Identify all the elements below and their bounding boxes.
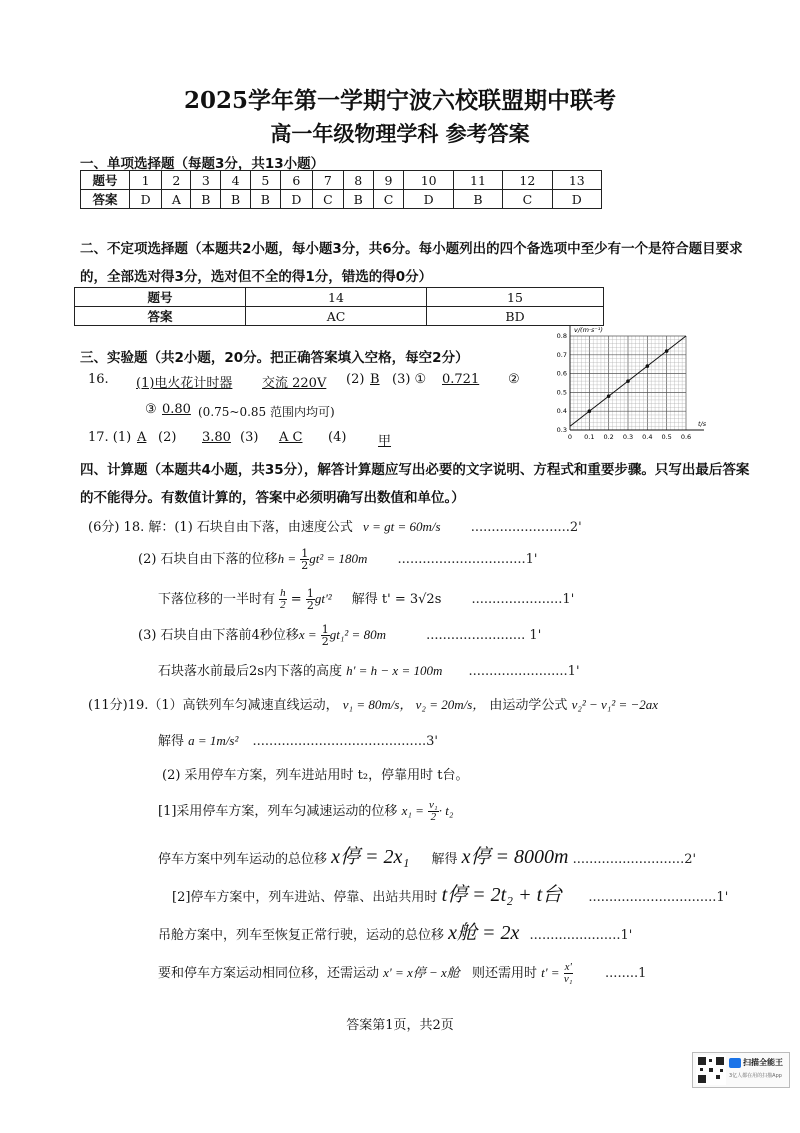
question-number: 14 <box>246 288 427 307</box>
q16-part-3c: ③ <box>145 402 157 417</box>
question-number: 11 <box>453 171 502 190</box>
numerator: 1 <box>321 623 329 636</box>
denominator: v₁ <box>563 973 573 985</box>
numerator: 1 <box>306 587 314 600</box>
question-number: 12 <box>503 171 552 190</box>
q19-text: 则还需用时 <box>471 966 537 981</box>
numerator: x' <box>564 961 572 973</box>
q17-answer-3: A C <box>279 430 303 445</box>
q16-answer-5-note: (0.75~0.85 范围内均可) <box>198 405 335 419</box>
x-axis-label: t/s <box>698 420 707 428</box>
equals-sign: = <box>290 592 302 607</box>
q18-symbol: h = <box>277 551 297 566</box>
q19-line-1 <box>88 694 658 713</box>
denominator: 2 <box>321 635 329 648</box>
scanner-subtext: 3亿人都在用的扫描App <box>729 1073 782 1079</box>
q18-score: ........................1' <box>468 664 580 679</box>
section-2-heading-2: 的，全部选对得3分，选对但不全的得1分，错选的得0分） <box>80 269 433 285</box>
q18-line-2 <box>138 548 538 571</box>
question-number: 13 <box>552 171 601 190</box>
q19-line-2 <box>158 730 438 749</box>
question-number: 2 <box>162 171 191 190</box>
question-number: 5 <box>250 171 280 190</box>
q19-equation: v₂² − v₁² = −2ax <box>571 697 659 712</box>
row-label-answer: 答案 <box>81 190 130 209</box>
q19-score: ...........................2' <box>572 852 697 867</box>
y-tick-label: 0.4 <box>556 407 567 416</box>
q18-score: ........................ 1' <box>426 628 542 643</box>
q18-score: ...............................1' <box>397 552 538 567</box>
q16-part-3b: ② <box>508 372 520 387</box>
q19-line-7 <box>158 916 632 945</box>
question-number: 10 <box>404 171 453 190</box>
section-4-heading-1: 四、计算题（本题共4小题，共35分），解答计算题应写出必要的文字说明、方程式和重要步骤。只写出最后答案 <box>80 462 750 478</box>
q19-equation: t停 = 2t₂ + t台 <box>441 884 563 906</box>
q19-text: 由运动学公式 <box>489 698 568 713</box>
y-tick-label: 0.7 <box>556 350 567 359</box>
fraction <box>279 588 287 611</box>
section-3-heading: 三、实验题（共2小题，20分。把正确答案填入空格，每空2分） <box>80 350 469 366</box>
numerator: v₁ <box>429 799 438 811</box>
q18-symbol: x = <box>298 627 317 642</box>
q18-equation: gt₁² = 80m <box>329 627 386 642</box>
single-choice-table <box>80 170 602 209</box>
section-2-heading-1: 二、不定项选择题（本题共2小题，每小题3分，共6分。每小题列出的四个备选项中至少有一个是符合题目要求 <box>80 241 743 257</box>
q18-text: 下落位移的一半时有 <box>158 592 276 607</box>
numerator: h <box>280 587 286 599</box>
question-number: 15 <box>427 288 604 307</box>
question-number: 9 <box>373 171 404 190</box>
q19-line-8 <box>158 962 646 985</box>
q17-answer-1: A <box>137 430 147 445</box>
x-tick-label: 0 <box>567 433 573 441</box>
answer-cell: BD <box>427 307 604 326</box>
question-number: 6 <box>280 171 312 190</box>
q19-line-6 <box>172 878 728 907</box>
q16-part-3: (3) ① <box>392 372 427 387</box>
q17-number: 17. (1) <box>88 430 132 445</box>
answer-cell: B <box>191 190 221 209</box>
answer-cell: C <box>373 190 404 209</box>
denominator: 2 <box>430 811 437 823</box>
section-4-heading-2: 的不能得分。有数值计算的，答案中必须明确写出数值和单位。） <box>80 490 465 506</box>
q18-text: 石块落水前最后2s内下落的高度 <box>158 664 342 679</box>
q19-score: ........1 <box>605 966 647 981</box>
data-point <box>607 394 611 398</box>
q19-equation: v₁ = 80m/s， v₂ = 20m/s， <box>342 697 486 712</box>
q17-part-4: (4) <box>328 430 347 445</box>
q19-equation: x舱 = 2x <box>448 922 520 944</box>
answer-cell: C <box>312 190 343 209</box>
q19-equation: · t₂ <box>438 803 454 818</box>
y-tick-label: 0.5 <box>556 388 567 397</box>
q18-line-3 <box>158 588 574 611</box>
q16-answer-1: (1)电火花计时器 <box>136 376 233 391</box>
q19-text: 解得 <box>158 734 185 749</box>
page-title: 2025学年第一学期宁波六校联盟期中联考 <box>183 87 616 114</box>
fraction <box>321 624 330 647</box>
q19-line-3: (2) 采用停车方案，列车进站用时 t₂，停靠用时 t台。 <box>162 768 469 783</box>
x-tick-label: 0.6 <box>680 433 692 441</box>
y-tick-label: 0.6 <box>556 369 567 378</box>
answer-cell: A <box>162 190 191 209</box>
q17-answer-4: 甲 <box>378 434 392 449</box>
x-tick-label: 0.1 <box>584 433 595 441</box>
denominator: 2 <box>306 599 314 612</box>
fraction <box>300 548 309 571</box>
qr-code-icon <box>696 1055 726 1085</box>
q16-answer-2: 交流 220V <box>262 376 327 391</box>
question-number: 8 <box>343 171 373 190</box>
page-footer: 答案第1页，共2页 <box>346 1018 454 1033</box>
scanner-label: 扫描全能王 <box>743 1058 783 1067</box>
x-tick-label: 0.4 <box>642 433 653 441</box>
q18-text: (2) 石块自由下落的位移 <box>138 552 278 567</box>
answer-cell: D <box>404 190 453 209</box>
fraction <box>428 800 439 823</box>
q18-text: (3) 石块自由下落前4秒位移 <box>138 628 299 643</box>
q18-score: ......................1' <box>471 592 575 607</box>
q19-equation: x停 = 8000m <box>461 846 569 868</box>
q19-text: 停车方案中列车运动的总位移 <box>158 852 328 867</box>
q19-equation: a = 1m/s² <box>188 733 239 748</box>
page-subtitle: 高一年级物理学科 参考答案 <box>270 121 530 146</box>
answer-cell: B <box>453 190 502 209</box>
q16-number: 16. <box>88 372 109 387</box>
question-number: 3 <box>191 171 221 190</box>
q19-text: (11分)19.（1）高铁列车匀减速直线运动， <box>88 698 339 713</box>
answer-cell: B <box>221 190 251 209</box>
answer-cell: D <box>130 190 162 209</box>
numerator: 1 <box>301 547 309 560</box>
q16-answer-4: 0.721 <box>442 372 480 387</box>
section-1-heading: 一、单项选择题（每题3分，共13小题） <box>80 156 325 172</box>
denominator: 2 <box>301 559 309 572</box>
q17-part-3: (3) <box>240 430 259 445</box>
question-number: 1 <box>130 171 162 190</box>
y-axis-label: v/(m·s⁻¹) <box>574 326 603 334</box>
fraction <box>564 962 573 985</box>
y-tick-label: 0.3 <box>556 426 567 434</box>
q19-symbol: t' = <box>541 965 560 980</box>
q19-text: 要和停车方案运动相同位移，还需运动 <box>158 966 380 981</box>
q18-line-1 <box>88 516 582 535</box>
q19-text: 吊舱方案中，列车至恢复正常行驶，运动的总位移 <box>158 928 445 943</box>
velocity-time-graph <box>548 322 718 446</box>
q19-text: [1]采用停车方案，列车匀减速运动的位移 <box>158 804 398 819</box>
scanner-watermark <box>692 1052 790 1088</box>
q18-line-4 <box>138 624 541 647</box>
q18-text: (6分) 18. 解：(1) 石块自由下落，由速度公式 <box>88 520 353 535</box>
q17-part-2: (2) <box>158 430 177 445</box>
row-label-answer: 答案 <box>75 307 246 326</box>
data-point <box>665 349 669 353</box>
q19-equation: x' = x停 − x舱 <box>383 965 460 980</box>
data-point <box>646 364 650 368</box>
q18-equation: gt² = 180m <box>309 551 368 566</box>
multi-choice-table <box>74 287 604 326</box>
q18-line-5 <box>158 660 580 679</box>
cs-logo-icon <box>729 1058 741 1068</box>
q19-score: ......................1' <box>529 928 633 943</box>
x-tick-label: 0.5 <box>661 433 672 441</box>
answer-cell: D <box>552 190 601 209</box>
question-number: 4 <box>221 171 251 190</box>
q17-answer-2: 3.80 <box>202 430 231 445</box>
row-label-number: 题号 <box>75 288 246 307</box>
q19-line-5 <box>158 840 696 869</box>
q19-equation: x停 = 2x₁ <box>331 846 410 868</box>
q18-equation: h' = h − x = 100m <box>346 663 443 678</box>
x-tick-label: 0.3 <box>622 433 634 441</box>
y-tick-label: 0.8 <box>556 332 567 340</box>
answer-cell: AC <box>246 307 427 326</box>
question-number: 7 <box>312 171 343 190</box>
answer-cell: B <box>250 190 280 209</box>
fraction <box>306 588 315 611</box>
q18-equation: v = gt = 60m/s <box>363 519 441 534</box>
q16-answer-5: 0.80 <box>162 402 191 417</box>
answer-cell: B <box>343 190 373 209</box>
denominator: 2 <box>280 599 286 611</box>
q19-score: ...............................1' <box>588 890 729 905</box>
data-point <box>626 379 630 383</box>
q19-text: 解得 <box>431 852 458 867</box>
q18-score: ........................2' <box>470 520 582 535</box>
row-label-number: 题号 <box>81 171 130 190</box>
q16-part-2: (2) <box>346 372 365 387</box>
q19-text: [2]停车方案中，列车进站、停靠、出站共用时 <box>172 890 438 905</box>
x-tick-label: 0.2 <box>603 433 614 441</box>
q19-score: ..........................................3' <box>252 734 438 749</box>
q18-equation: gt'² <box>314 591 332 606</box>
answer-cell: C <box>503 190 552 209</box>
q18-solution: 解得 t' = 3√2s <box>351 592 442 607</box>
answer-cell: D <box>280 190 312 209</box>
data-point <box>588 409 592 413</box>
q19-line-4 <box>158 800 453 823</box>
q19-symbol: x₁ = <box>401 803 424 818</box>
q16-answer-3: B <box>370 372 380 387</box>
